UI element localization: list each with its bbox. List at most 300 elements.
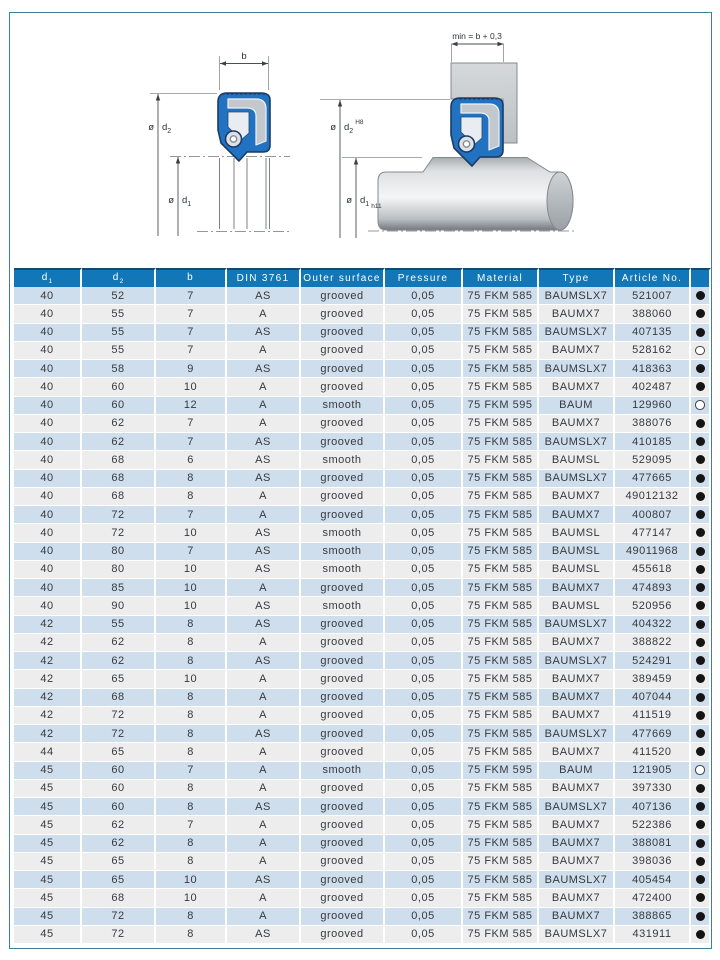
table-cell: grooved bbox=[301, 470, 385, 488]
table-cell: 411519 bbox=[615, 707, 691, 725]
table-cell: 8 bbox=[156, 652, 227, 670]
availability-cell bbox=[691, 743, 711, 761]
table-cell: 388865 bbox=[615, 908, 691, 926]
availability-cell bbox=[691, 433, 711, 451]
table-cell: 55 bbox=[82, 324, 156, 342]
table-cell: 474893 bbox=[615, 579, 691, 597]
table-cell: grooved bbox=[301, 415, 385, 433]
table-cell: 7 bbox=[156, 324, 227, 342]
table-cell: 75 FKM 585 bbox=[463, 652, 539, 670]
table-cell: BAUMX7 bbox=[539, 889, 615, 907]
availability-cell bbox=[691, 670, 711, 688]
table-cell: BAUMSLX7 bbox=[539, 470, 615, 488]
filled-dot-icon bbox=[696, 419, 705, 428]
table-cell: AS bbox=[227, 616, 301, 634]
table-row bbox=[14, 616, 711, 634]
table-body bbox=[14, 287, 711, 944]
table-cell: 60 bbox=[82, 397, 156, 415]
table-cell: 0,05 bbox=[385, 634, 463, 652]
dimension-d1 bbox=[168, 157, 290, 237]
table-row bbox=[14, 506, 711, 524]
table-cell: smooth bbox=[301, 561, 385, 579]
header-d2: $d_2$ bbox=[82, 268, 156, 287]
table-cell: 90 bbox=[82, 597, 156, 615]
table-row bbox=[14, 470, 711, 488]
filled-dot-icon bbox=[696, 565, 705, 574]
table-cell: A bbox=[227, 397, 301, 415]
table-cell: AS bbox=[227, 470, 301, 488]
table-cell: 80 bbox=[82, 561, 156, 579]
table-cell: 75 FKM 585 bbox=[463, 305, 539, 323]
table-cell: grooved bbox=[301, 360, 385, 378]
table-cell: 40 bbox=[14, 470, 82, 488]
table-cell: grooved bbox=[301, 652, 385, 670]
table-cell: 52 bbox=[82, 287, 156, 305]
header-type: Type bbox=[539, 268, 615, 287]
table-cell: 45 bbox=[14, 908, 82, 926]
table-cell: 389459 bbox=[615, 670, 691, 688]
table-cell: grooved bbox=[301, 780, 385, 798]
table-cell: AS bbox=[227, 543, 301, 561]
table-cell: 75 FKM 585 bbox=[463, 908, 539, 926]
table-cell: 72 bbox=[82, 926, 156, 944]
table-cell: 62 bbox=[82, 835, 156, 853]
table-cell: 55 bbox=[82, 342, 156, 360]
table-cell: 0,05 bbox=[385, 835, 463, 853]
table-cell: 45 bbox=[14, 853, 82, 871]
table-cell: 75 FKM 585 bbox=[463, 616, 539, 634]
table-cell: BAUMX7 bbox=[539, 816, 615, 834]
open-dot-icon bbox=[695, 346, 705, 356]
table-cell: 75 FKM 585 bbox=[463, 689, 539, 707]
table-cell: 45 bbox=[14, 871, 82, 889]
table-cell: AS bbox=[227, 798, 301, 816]
table-cell: BAUM bbox=[539, 762, 615, 780]
table-row bbox=[14, 835, 711, 853]
table-cell: 8 bbox=[156, 634, 227, 652]
table-cell: A bbox=[227, 342, 301, 360]
table-cell: BAUMX7 bbox=[539, 743, 615, 761]
filled-dot-icon bbox=[696, 364, 705, 373]
dimension-d2 bbox=[148, 94, 217, 237]
table-row bbox=[14, 360, 711, 378]
table-cell: 8 bbox=[156, 798, 227, 816]
table-cell: 75 FKM 585 bbox=[463, 670, 539, 688]
table-cell: 40 bbox=[14, 342, 82, 360]
availability-cell bbox=[691, 378, 711, 396]
table-cell: AS bbox=[227, 597, 301, 615]
availability-cell bbox=[691, 689, 711, 707]
table-cell: BAUMX7 bbox=[539, 853, 615, 871]
table-cell: BAUMX7 bbox=[539, 908, 615, 926]
table-cell: A bbox=[227, 378, 301, 396]
table-row bbox=[14, 670, 711, 688]
table-cell: 68 bbox=[82, 451, 156, 469]
table-row bbox=[14, 798, 711, 816]
table-cell: 68 bbox=[82, 889, 156, 907]
table-cell: 65 bbox=[82, 670, 156, 688]
table-row bbox=[14, 634, 711, 652]
availability-cell bbox=[691, 342, 711, 360]
table-cell: BAUMSLX7 bbox=[539, 798, 615, 816]
table-cell: 68 bbox=[82, 470, 156, 488]
table-cell: 0,05 bbox=[385, 305, 463, 323]
table-cell: 388076 bbox=[615, 415, 691, 433]
shaft-seal bbox=[218, 93, 270, 161]
table-cell: 0,05 bbox=[385, 725, 463, 743]
table-cell: 75 FKM 585 bbox=[463, 342, 539, 360]
table-cell: grooved bbox=[301, 342, 385, 360]
table-cell: AS bbox=[227, 725, 301, 743]
availability-cell bbox=[691, 725, 711, 743]
table-cell: 10 bbox=[156, 378, 227, 396]
table-cell: 75 FKM 585 bbox=[463, 378, 539, 396]
table-cell: 0,05 bbox=[385, 561, 463, 579]
table-cell: 0,05 bbox=[385, 652, 463, 670]
table-cell: BAUMX7 bbox=[539, 506, 615, 524]
installed-seal bbox=[451, 98, 503, 166]
table-cell: 0,05 bbox=[385, 506, 463, 524]
header-pressure: Pressure bbox=[385, 268, 463, 287]
table-cell: 62 bbox=[82, 816, 156, 834]
table-cell: 49011968 bbox=[615, 543, 691, 561]
table-cell: A bbox=[227, 780, 301, 798]
table-cell: 10 bbox=[156, 524, 227, 542]
table-cell: 0,05 bbox=[385, 470, 463, 488]
table-cell: 10 bbox=[156, 670, 227, 688]
availability-cell bbox=[691, 415, 711, 433]
table-cell: A bbox=[227, 415, 301, 433]
table-cell: 75 FKM 585 bbox=[463, 835, 539, 853]
table-cell: 75 FKM 585 bbox=[463, 597, 539, 615]
table-row bbox=[14, 816, 711, 834]
table-cell: 0,05 bbox=[385, 707, 463, 725]
header-b: b bbox=[156, 268, 227, 287]
table-cell: 62 bbox=[82, 652, 156, 670]
table-cell: 40 bbox=[14, 597, 82, 615]
filled-dot-icon bbox=[696, 857, 705, 866]
table-row bbox=[14, 579, 711, 597]
table-row bbox=[14, 871, 711, 889]
table-cell: 40 bbox=[14, 451, 82, 469]
table-cell: 40 bbox=[14, 561, 82, 579]
table-cell: 524291 bbox=[615, 652, 691, 670]
table-cell: 75 FKM 585 bbox=[463, 889, 539, 907]
table-cell: 0,05 bbox=[385, 543, 463, 561]
table-cell: 0,05 bbox=[385, 433, 463, 451]
table-cell: AS bbox=[227, 926, 301, 944]
table-cell: 75 FKM 585 bbox=[463, 798, 539, 816]
filled-dot-icon bbox=[696, 875, 705, 884]
table-cell: AS bbox=[227, 652, 301, 670]
table-cell: 65 bbox=[82, 743, 156, 761]
availability-cell bbox=[691, 488, 711, 506]
table-cell: smooth bbox=[301, 597, 385, 615]
table-cell: 0,05 bbox=[385, 287, 463, 305]
table-cell: 60 bbox=[82, 762, 156, 780]
table-row bbox=[14, 433, 711, 451]
filled-dot-icon bbox=[696, 656, 705, 665]
table-cell: grooved bbox=[301, 816, 385, 834]
header-material: Material bbox=[463, 268, 539, 287]
table-cell: BAUMSLX7 bbox=[539, 725, 615, 743]
table-cell: 388822 bbox=[615, 634, 691, 652]
table-cell: 8 bbox=[156, 780, 227, 798]
table-cell: 60 bbox=[82, 378, 156, 396]
table-cell: smooth bbox=[301, 543, 385, 561]
availability-cell bbox=[691, 853, 711, 871]
table-cell: 477147 bbox=[615, 524, 691, 542]
availability-cell bbox=[691, 470, 711, 488]
table-cell: BAUMX7 bbox=[539, 835, 615, 853]
table-cell: 407044 bbox=[615, 689, 691, 707]
table-row bbox=[14, 342, 711, 360]
filled-dot-icon bbox=[696, 839, 705, 848]
d2-diameter-sign: ø bbox=[148, 122, 154, 133]
table-cell: 72 bbox=[82, 524, 156, 542]
table-cell: 9 bbox=[156, 360, 227, 378]
table-cell: BAUMSLX7 bbox=[539, 926, 615, 944]
filled-dot-icon bbox=[696, 638, 705, 647]
d2-dimension-label: $d_2$ bbox=[162, 122, 172, 135]
header-availability bbox=[691, 268, 711, 287]
table-cell: 477665 bbox=[615, 470, 691, 488]
filled-dot-icon bbox=[696, 930, 705, 939]
table-cell: 7 bbox=[156, 415, 227, 433]
table-cell: grooved bbox=[301, 670, 385, 688]
table-cell: 0,05 bbox=[385, 871, 463, 889]
table-cell: A bbox=[227, 579, 301, 597]
filled-dot-icon bbox=[696, 893, 705, 902]
table-cell: 68 bbox=[82, 689, 156, 707]
table-cell: A bbox=[227, 762, 301, 780]
filled-dot-icon bbox=[696, 492, 705, 501]
table-cell: A bbox=[227, 816, 301, 834]
table-cell: 40 bbox=[14, 305, 82, 323]
table-cell: 75 FKM 585 bbox=[463, 707, 539, 725]
table-cell: 388060 bbox=[615, 305, 691, 323]
filled-dot-icon bbox=[696, 747, 705, 756]
dimension-min-b bbox=[452, 31, 504, 62]
filled-dot-icon bbox=[696, 729, 705, 738]
table-cell: BAUMX7 bbox=[539, 634, 615, 652]
availability-cell bbox=[691, 780, 711, 798]
availability-cell bbox=[691, 561, 711, 579]
table-row bbox=[14, 853, 711, 871]
availability-cell bbox=[691, 287, 711, 305]
table-cell: grooved bbox=[301, 433, 385, 451]
table-cell: grooved bbox=[301, 853, 385, 871]
table-cell: 529095 bbox=[615, 451, 691, 469]
table-cell: 40 bbox=[14, 524, 82, 542]
table-cell: 65 bbox=[82, 871, 156, 889]
availability-cell bbox=[691, 652, 711, 670]
table-row bbox=[14, 415, 711, 433]
table-cell: 8 bbox=[156, 835, 227, 853]
table-cell: BAUMX7 bbox=[539, 579, 615, 597]
table-cell: 72 bbox=[82, 725, 156, 743]
table-cell: AS bbox=[227, 524, 301, 542]
table-cell: 10 bbox=[156, 579, 227, 597]
table-row bbox=[14, 287, 711, 305]
availability-cell bbox=[691, 762, 711, 780]
table-cell: 407136 bbox=[615, 798, 691, 816]
shaft bbox=[378, 158, 573, 231]
table-cell: 75 FKM 585 bbox=[463, 415, 539, 433]
table-row bbox=[14, 762, 711, 780]
table-cell: 0,05 bbox=[385, 798, 463, 816]
table-cell: 7 bbox=[156, 543, 227, 561]
table-cell: 10 bbox=[156, 561, 227, 579]
table-cell: 62 bbox=[82, 433, 156, 451]
table-cell: 400807 bbox=[615, 506, 691, 524]
b-dimension-label: b bbox=[241, 51, 247, 62]
table-cell: 75 FKM 585 bbox=[463, 470, 539, 488]
table-cell: 0,05 bbox=[385, 670, 463, 688]
table-cell: 42 bbox=[14, 634, 82, 652]
table-cell: BAUMSLX7 bbox=[539, 287, 615, 305]
table-cell: 521007 bbox=[615, 287, 691, 305]
table-cell: 75 FKM 585 bbox=[463, 853, 539, 871]
table-cell: A bbox=[227, 743, 301, 761]
table-cell: 121905 bbox=[615, 762, 691, 780]
table-cell: 42 bbox=[14, 689, 82, 707]
table-cell: 8 bbox=[156, 743, 227, 761]
table-cell: 42 bbox=[14, 616, 82, 634]
table-cell: 7 bbox=[156, 506, 227, 524]
table-cell: 0,05 bbox=[385, 397, 463, 415]
table-cell: AS bbox=[227, 561, 301, 579]
table-cell: 0,05 bbox=[385, 324, 463, 342]
table-cell: 75 FKM 585 bbox=[463, 926, 539, 944]
table-cell: A bbox=[227, 634, 301, 652]
table-row bbox=[14, 451, 711, 469]
table-cell: 10 bbox=[156, 597, 227, 615]
table-cell: 0,05 bbox=[385, 579, 463, 597]
table-cell: 75 FKM 585 bbox=[463, 871, 539, 889]
table-cell: grooved bbox=[301, 725, 385, 743]
table-cell: 49012132 bbox=[615, 488, 691, 506]
header-article-no: Article No. bbox=[615, 268, 691, 287]
table-row bbox=[14, 324, 711, 342]
table-cell: BAUMSL bbox=[539, 524, 615, 542]
table-cell: BAUMSLX7 bbox=[539, 433, 615, 451]
table-cell: grooved bbox=[301, 378, 385, 396]
filled-dot-icon bbox=[696, 802, 705, 811]
table-cell: 6 bbox=[156, 451, 227, 469]
table-cell: 0,05 bbox=[385, 524, 463, 542]
table-cell: A bbox=[227, 908, 301, 926]
table-cell: AS bbox=[227, 451, 301, 469]
table-cell: 75 FKM 585 bbox=[463, 287, 539, 305]
table-cell: grooved bbox=[301, 835, 385, 853]
table-cell: 42 bbox=[14, 670, 82, 688]
table-cell: grooved bbox=[301, 287, 385, 305]
table-cell: 45 bbox=[14, 780, 82, 798]
d1-h11-diameter-sign: ø bbox=[346, 195, 352, 206]
table-cell: 45 bbox=[14, 889, 82, 907]
filled-dot-icon bbox=[696, 309, 705, 318]
table-cell: smooth bbox=[301, 397, 385, 415]
table-cell: 75 FKM 595 bbox=[463, 397, 539, 415]
table-cell: 75 FKM 585 bbox=[463, 579, 539, 597]
table-row bbox=[14, 543, 711, 561]
table-cell: 431911 bbox=[615, 926, 691, 944]
table-cell: 0,05 bbox=[385, 853, 463, 871]
filled-dot-icon bbox=[696, 328, 705, 337]
table-cell: 40 bbox=[14, 506, 82, 524]
table-cell: BAUMSL bbox=[539, 543, 615, 561]
availability-cell bbox=[691, 908, 711, 926]
header-outer-surface: Outer surface bbox=[301, 268, 385, 287]
availability-cell bbox=[691, 889, 711, 907]
table-cell: 8 bbox=[156, 725, 227, 743]
product-table bbox=[14, 268, 711, 944]
seal-cross-section-diagram bbox=[148, 51, 292, 236]
table-cell: A bbox=[227, 670, 301, 688]
availability-cell bbox=[691, 524, 711, 542]
table-cell: 45 bbox=[14, 798, 82, 816]
table-cell: 40 bbox=[14, 415, 82, 433]
table-cell: 45 bbox=[14, 835, 82, 853]
table-cell: 402487 bbox=[615, 378, 691, 396]
table-cell: A bbox=[227, 707, 301, 725]
d2-h8-dimension-label: $d_2^{H8}$ bbox=[344, 119, 364, 135]
table-cell: grooved bbox=[301, 324, 385, 342]
table-cell: grooved bbox=[301, 689, 385, 707]
table-cell: 75 FKM 595 bbox=[463, 762, 539, 780]
table-header bbox=[14, 268, 711, 287]
table-cell: 12 bbox=[156, 397, 227, 415]
availability-cell bbox=[691, 305, 711, 323]
min-b-dimension-label: min = b + 0,3 bbox=[452, 31, 502, 41]
table-cell: 0,05 bbox=[385, 342, 463, 360]
table-row bbox=[14, 908, 711, 926]
table-cell: grooved bbox=[301, 488, 385, 506]
header-d1: $d_1$ bbox=[14, 268, 82, 287]
table-cell: 8 bbox=[156, 689, 227, 707]
table-cell: BAUMX7 bbox=[539, 707, 615, 725]
filled-dot-icon bbox=[696, 820, 705, 829]
table-cell: 522386 bbox=[615, 816, 691, 834]
d1-dimension-label: $d_1$ bbox=[182, 195, 192, 208]
table-cell: BAUMSL bbox=[539, 451, 615, 469]
table-cell: 0,05 bbox=[385, 889, 463, 907]
table-cell: 44 bbox=[14, 743, 82, 761]
availability-cell bbox=[691, 360, 711, 378]
table-cell: A bbox=[227, 506, 301, 524]
table-cell: grooved bbox=[301, 908, 385, 926]
filled-dot-icon bbox=[696, 711, 705, 720]
table-cell: 0,05 bbox=[385, 451, 463, 469]
table-cell: 75 FKM 585 bbox=[463, 524, 539, 542]
table-row bbox=[14, 689, 711, 707]
table-cell: 0,05 bbox=[385, 743, 463, 761]
dimension-b bbox=[220, 51, 269, 90]
table-cell: 75 FKM 585 bbox=[463, 725, 539, 743]
open-dot-icon bbox=[695, 765, 705, 775]
table-cell: 75 FKM 585 bbox=[463, 816, 539, 834]
table-cell: 75 FKM 585 bbox=[463, 561, 539, 579]
table-cell: 7 bbox=[156, 287, 227, 305]
availability-cell bbox=[691, 397, 711, 415]
table-cell: 60 bbox=[82, 798, 156, 816]
availability-cell bbox=[691, 451, 711, 469]
table-row bbox=[14, 725, 711, 743]
table-cell: 0,05 bbox=[385, 908, 463, 926]
table-cell: A bbox=[227, 305, 301, 323]
availability-cell bbox=[691, 597, 711, 615]
